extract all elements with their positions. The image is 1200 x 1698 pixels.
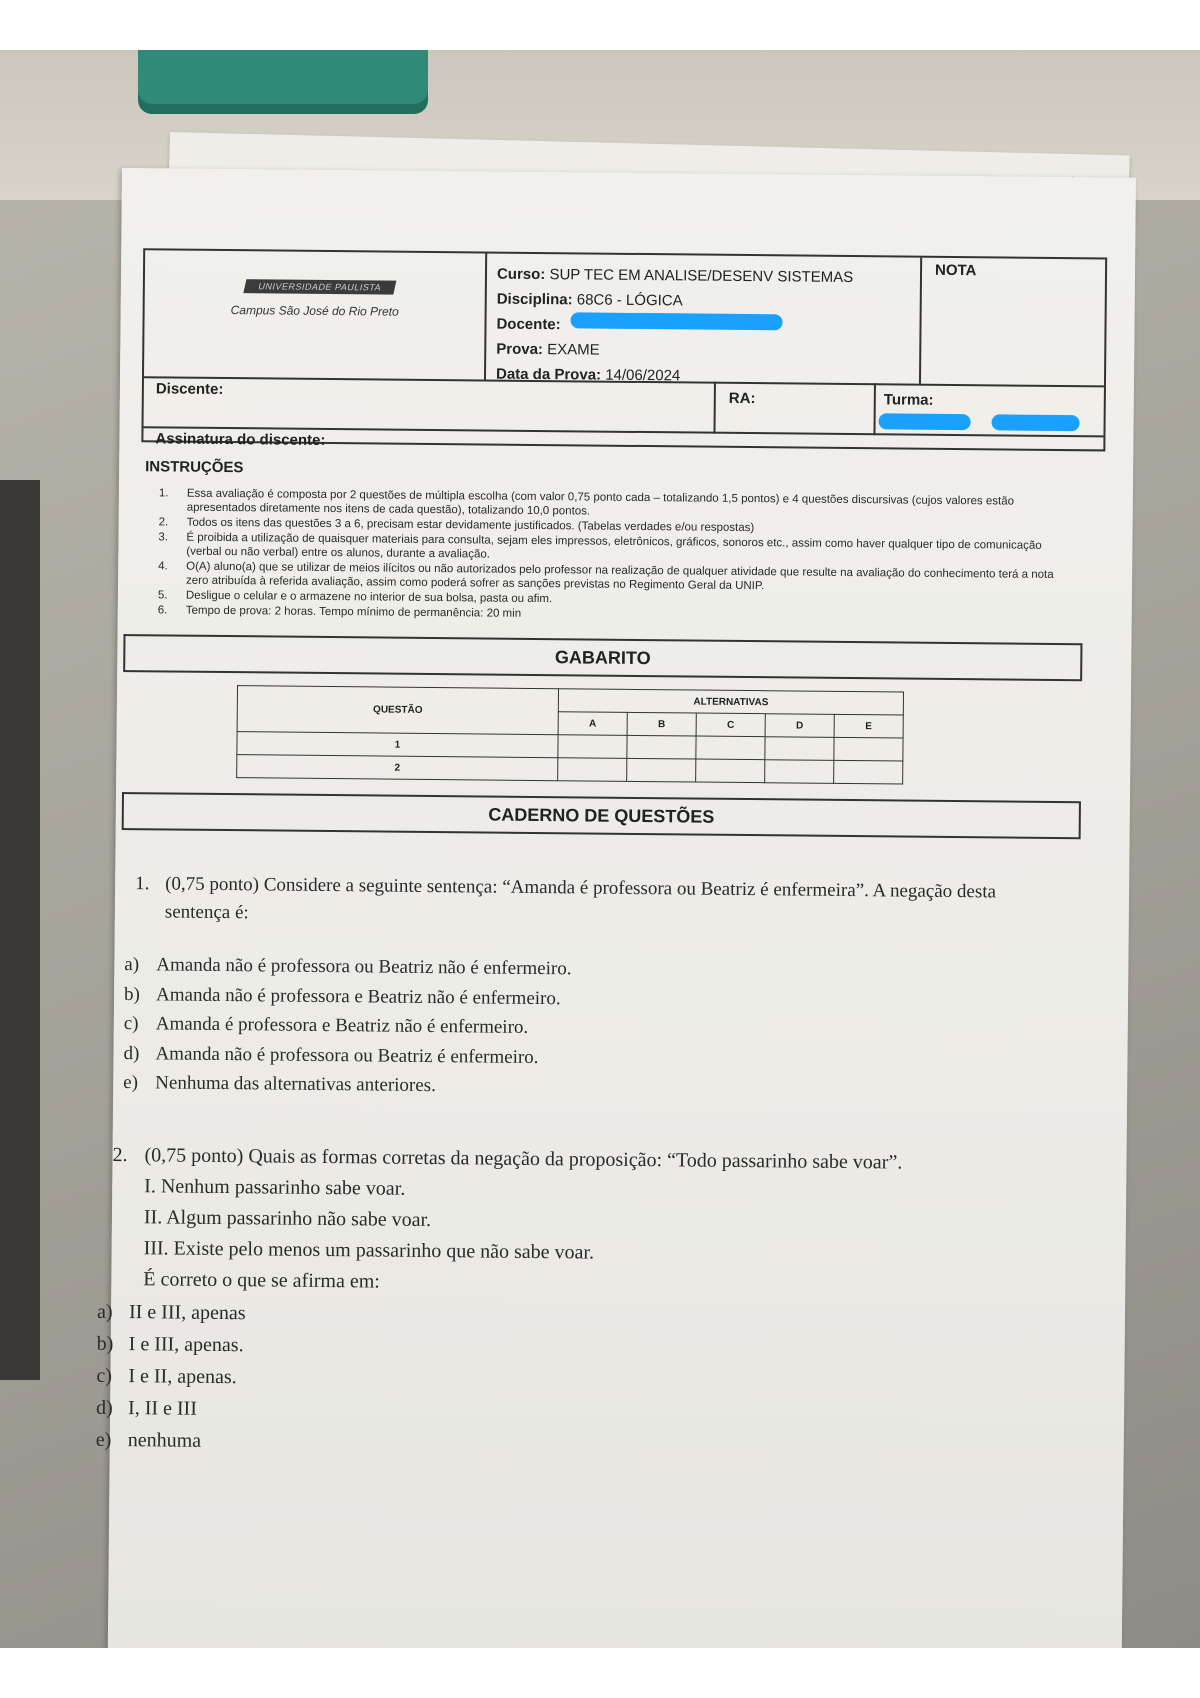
proposition-item: III. Existe pelo menos um passarinho que não sabe voar. (143, 1237, 595, 1264)
answer-cell[interactable] (834, 737, 903, 761)
option-a[interactable] (97, 1296, 246, 1329)
alt-letter: C (696, 713, 765, 737)
option-letter: c) (123, 1013, 139, 1035)
question-number: 2. (112, 1143, 128, 1167)
option-d[interactable] (96, 1392, 245, 1425)
option-letter: d) (123, 1042, 140, 1064)
answer-cell[interactable] (696, 759, 765, 783)
option-letter: c) (96, 1364, 113, 1387)
instruction-number: 4. (158, 560, 168, 573)
question-1 (135, 870, 1035, 935)
instruction-number: 6. (157, 604, 168, 617)
campus-name: Campus São José do Rio Preto (230, 303, 399, 319)
instruction-number: 3. (158, 531, 169, 544)
option-text: Amanda não é professora e Beatriz não é enfermeiro. (155, 983, 561, 1009)
data-value: 14/06/2024 (605, 366, 681, 385)
university-logo: UNIVERSIDADE PAULISTA (243, 279, 396, 294)
questao-header: QUESTÃO (237, 686, 558, 735)
gabarito-title: GABARITO (123, 634, 1082, 681)
instruction-text: Todos os itens das questões 3 a 6, precisam estar devidamente justificados. (Tabelas verdades e/ou respostas) (186, 516, 755, 535)
option-c[interactable] (124, 1009, 571, 1043)
redacted-docente (570, 312, 782, 330)
questao-number: 1 (237, 732, 558, 758)
answer-cell[interactable] (696, 736, 765, 760)
proposition-item: II. Algum passarinho não sabe voar. (143, 1206, 432, 1232)
answer-cell[interactable] (558, 735, 627, 759)
instructions-title: INSTRUÇÕES (145, 458, 244, 477)
option-c[interactable] (96, 1360, 245, 1393)
curso-label: Curso: (496, 265, 546, 284)
option-e[interactable] (96, 1424, 245, 1457)
caderno-title: CADERNO DE QUESTÕES (122, 792, 1081, 839)
gabarito-table (236, 685, 904, 784)
option-letter: e) (95, 1428, 112, 1451)
question-prompt: É correto o que se afirma em: (143, 1268, 380, 1293)
option-text: Amanda é professora e Beatriz não é enfermeiro. (155, 1013, 529, 1038)
option-text: Amanda não é professora ou Beatriz não é enfermeiro. (156, 954, 572, 980)
instruction-text: O(A) aluno(a) que se utilizar de meios ilícitos ou não autorizados pelo professor na realização de qualquer atividade que resulte na avaliação do conhecimento terá a nota zero atribuída à referida avaliação, assim como poderá sofrer as sanções previstas no Regimento Geral da UNIP. (185, 560, 1054, 593)
prova-label: Prova: (496, 340, 544, 359)
data-label: Data da Prova: (495, 365, 602, 384)
docente-label: Docente: (496, 315, 561, 334)
option-letter: b) (123, 983, 140, 1005)
answer-cell[interactable] (627, 735, 696, 759)
question-1-options (123, 950, 572, 1102)
instruction-text: Desligue o celular e o armazene no interior de sua bolsa, pasta ou afim. (185, 589, 553, 606)
exam-header-box (141, 248, 1107, 451)
answer-cell[interactable] (834, 760, 903, 784)
turma-label: Turma: (883, 391, 934, 409)
question-stem: (0,75 ponto) Quais as formas corretas da negação da proposição: “Todo passarinho sabe voar”. (144, 1144, 903, 1174)
answer-cell[interactable] (558, 758, 627, 782)
disciplina-value: 68C6 - LÓGICA (576, 291, 683, 310)
answer-cell[interactable] (765, 737, 834, 761)
alt-letter: D (765, 714, 834, 738)
option-b[interactable] (124, 980, 571, 1014)
option-letter: a) (124, 954, 140, 976)
option-text: Amanda não é professora ou Beatriz é enfermeiro. (155, 1042, 539, 1068)
alt-letter: E (834, 714, 903, 738)
option-letter: a) (96, 1300, 113, 1323)
instruction-number: 2. (158, 516, 169, 529)
photo-background (0, 50, 1200, 1648)
option-text: nenhuma (127, 1429, 202, 1452)
instruction-number: 1. (158, 487, 169, 500)
instructions-list (158, 486, 1059, 627)
redacted-turma-2 (992, 414, 1080, 431)
ra-label: RA: (728, 389, 756, 408)
instruction-text: Essa avaliação é composta por 2 questões de múltipla escolha (com valor 0,75 ponto cada – totalizando 1,5 pontos) e 4 questões discursivas (cujos valores estão apresentados diretamente nos itens de cada questão), totalizando 10,0 pontos. (186, 487, 1015, 518)
question-2 (111, 1140, 1012, 1304)
option-text: I e II, apenas. (128, 1365, 237, 1389)
option-text: Nenhuma das alternativas anteriores. (155, 1072, 436, 1097)
alt-letter: B (627, 712, 696, 736)
question-number: 1. (135, 873, 150, 895)
answer-cell[interactable] (627, 758, 696, 782)
instruction-number: 5. (157, 589, 168, 602)
option-text: I, II e III (127, 1397, 198, 1420)
option-a[interactable] (124, 950, 571, 984)
redacted-turma-1 (879, 413, 971, 430)
question-2-options (96, 1296, 246, 1457)
instruction-text: Tempo de prova: 2 horas. Tempo mínimo de permanência: 20 min (185, 604, 522, 620)
alternativas-header: ALTERNATIVAS (558, 689, 903, 715)
option-letter: d) (95, 1396, 113, 1419)
desk-edge-shadow (0, 480, 40, 1380)
questao-number: 2 (237, 755, 558, 781)
option-text: I e III, apenas. (128, 1333, 244, 1357)
alt-letter: A (558, 712, 627, 736)
option-d[interactable] (123, 1039, 570, 1073)
exam-sheet (95, 168, 1136, 1648)
nota-label: NOTA (934, 261, 977, 280)
option-e[interactable] (123, 1068, 570, 1102)
proposition-item: I. Nenhum passarinho sabe voar. (144, 1175, 406, 1200)
answer-cell[interactable] (765, 760, 834, 784)
discente-label: Discente: (155, 380, 224, 398)
curso-value: SUP TEC EM ANALISE/DESENV SISTEMAS (549, 266, 854, 287)
eraser-object (138, 50, 428, 114)
disciplina-label: Disciplina: (496, 290, 573, 309)
question-stem: (0,75 ponto) Considere a seguinte sentença: “Amanda é professora ou Beatriz é enfermeira”. A negação desta sentença é: (164, 873, 997, 924)
option-b[interactable] (97, 1328, 246, 1361)
option-text: II e III, apenas (128, 1301, 246, 1325)
prova-value: EXAME (547, 341, 600, 359)
instruction-text: É proibida a utilização de quaisquer materiais para consulta, sejam eles impressos, eletrônicos, gráficos, sonoros etc., assim como haver qualquer tipo de comunicação (verbal ou não verbal) entre os alunos, durante a avaliação. (186, 531, 1042, 561)
option-letter: b) (96, 1332, 114, 1355)
assinatura-label: Assinatura do discente: (155, 430, 326, 449)
option-letter: e) (123, 1072, 139, 1094)
